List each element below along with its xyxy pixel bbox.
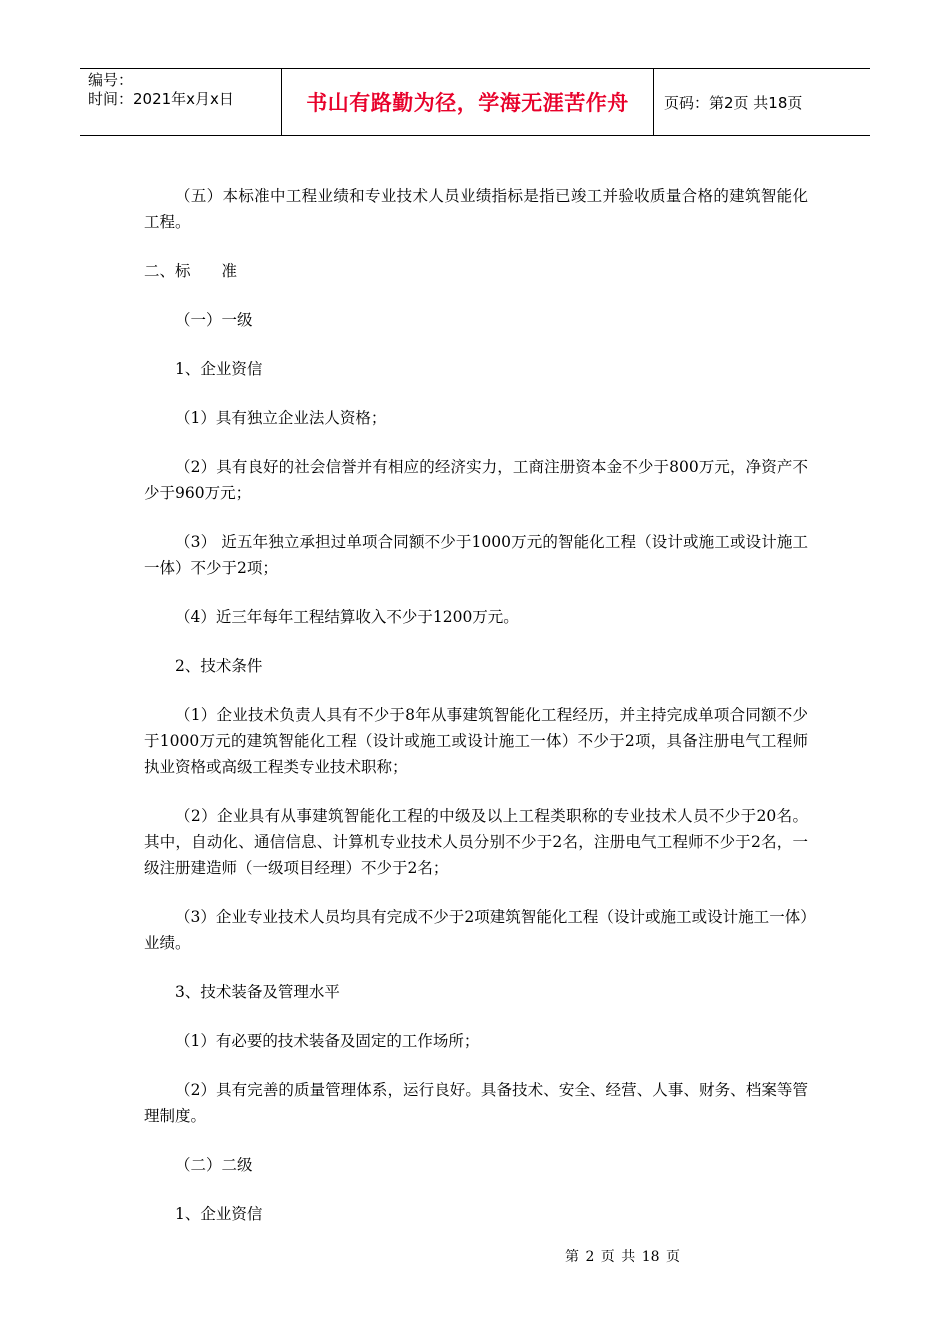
paragraph-gap [144,1129,808,1152]
header-page-info: 页码：第2页 共18页 [664,93,803,112]
document-body [144,183,808,1227]
paragraph-gap [144,1178,808,1201]
body-paragraph: （二）二级 [175,1156,253,1174]
body-paragraph: 2、技术条件 [175,657,263,675]
paragraph-gap [144,235,808,258]
date-label: 时间：2021年x月x日 [88,90,234,108]
header-motto: 书山有路勤为径，学海无涯苦作舟 [282,69,654,135]
body-paragraph: （3）企业专业技术人员均具有完成不少于2项建筑智能化工程（设计或施工或设计施工一体）业绩。 [144,908,808,952]
paragraph-gap [144,679,808,702]
code-label: 编号： [88,71,134,89]
body-paragraph: 1、企业资信 [175,360,263,378]
paragraph-gap [144,1005,808,1028]
body-paragraph: 3、技术装备及管理水平 [175,983,340,1001]
paragraph-gap [144,284,808,307]
body-paragraph: （1）有必要的技术装备及固定的工作场所； [175,1032,480,1050]
body-paragraph: 1、企业资信 [175,1205,263,1223]
paragraph-gap [144,630,808,653]
body-paragraph: （4）近三年每年工程结算收入不少于1200万元。 [175,608,519,626]
paragraph-gap [144,1054,808,1077]
body-paragraph: （五）本标准中工程业绩和专业技术人员业绩指标是指已竣工并验收质量合格的建筑智能化工程。 [144,187,808,231]
body-paragraph: （3） 近五年独立承担过单项合同额不少于1000万元的智能化工程（设计或施工或设计施工一体）不少于2项； [144,533,808,577]
page-footer: 第 2 页 共 18 页 [565,1249,680,1265]
paragraph-gap [144,780,808,803]
paragraph-gap [144,881,808,904]
body-paragraph: （2）具有良好的社会信誉并有相应的经济实力，工商注册资本金不少于800万元，净资产不少于960万元； [144,458,808,502]
paragraph-gap [144,333,808,356]
paragraph-gap [144,431,808,454]
body-paragraph: （1）企业技术负责人具有不少于8年从事建筑智能化工程经历，并主持完成单项合同额不少于1000万元的建筑智能化工程（设计或施工或设计施工一体）不少于2项，具备注册电气工程师执业资格或高级工程类专业技术职称； [144,706,808,776]
body-paragraph: 二、标 准 [144,262,238,280]
body-paragraph: （2）企业具有从事建筑智能化工程的中级及以上工程类职称的专业技术人员不少于20名。其中，自动化、通信信息、计算机专业技术人员分别不少于2名，注册电气工程师不少于2名，一级注册建造师（一级项目经理）不少于2名； [144,807,808,877]
body-paragraph: （1）具有独立企业法人资格； [175,409,387,427]
body-paragraph: （2）具有完善的质量管理体系，运行良好。具备技术、安全、经营、人事、财务、档案等管理制度。 [144,1081,808,1125]
document-header [80,68,870,136]
paragraph-gap [144,956,808,979]
paragraph-gap [144,506,808,529]
body-paragraph: （一）一级 [175,311,253,329]
paragraph-gap [144,581,808,604]
paragraph-gap [144,382,808,405]
header-meta [80,69,282,135]
